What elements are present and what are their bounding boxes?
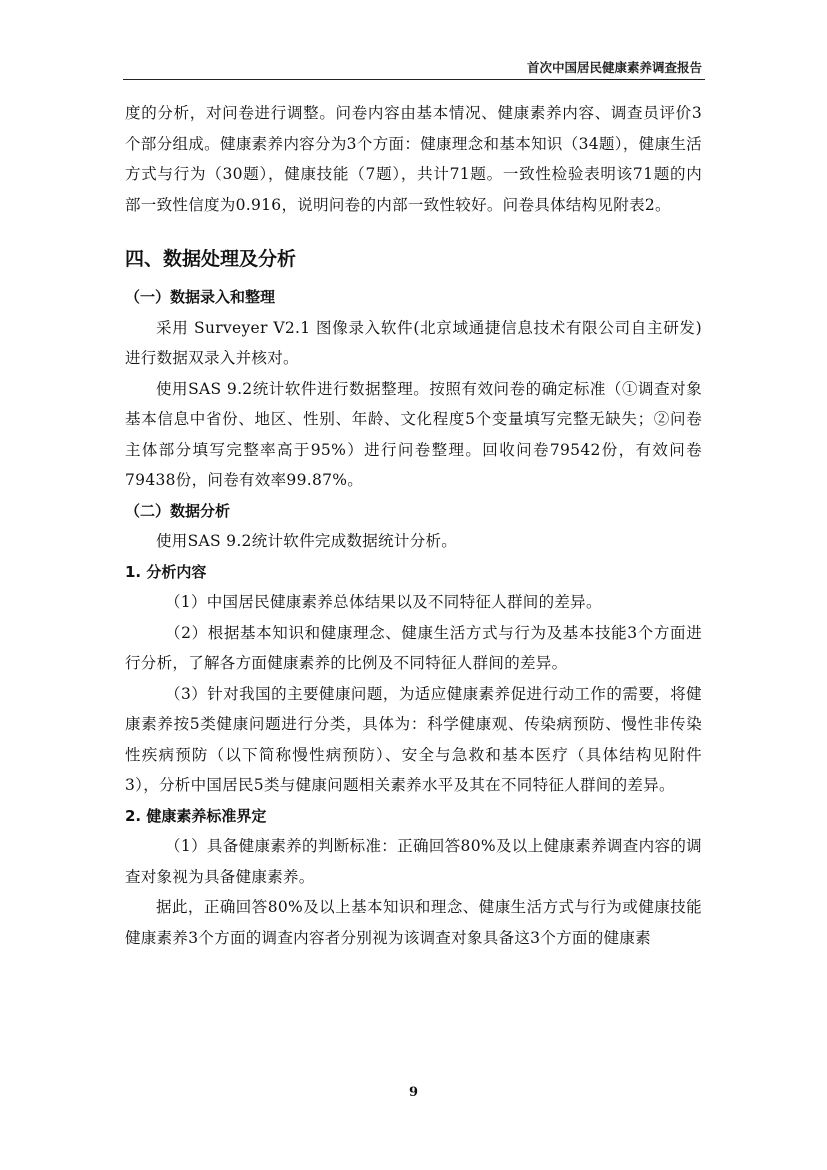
list-item-analysis-3: （3）针对我国的主要健康问题，为适应健康素养促进行动工作的需要，将健康素养按5类健康问题进行分类，具体为：科学健康观、传染病预防、慢性非传染性疾病预防（以下简称慢性病预防）、安全与急救和基本医疗（具体结构见附件3），分析中国居民5类与健康问题相关素养水平及其在不同特征人群间的差异。 (125, 684, 702, 794)
heading-analysis-content: 1. 分析内容 (125, 562, 207, 581)
paragraph-data-entry-software: 采用 Surveyer V2.1 图像录入软件(北京域通捷信息技术有限公司自主研发)进行数据双录入并核对。 (125, 318, 702, 367)
page-number: 9 (408, 1085, 419, 1100)
paragraph-criteria-definition: （1）具备健康素养的判断标准：正确回答80%及以上健康素养调查内容的调查对象视为具备健康素养。 (125, 837, 702, 886)
page-body (125, 98, 702, 953)
running-header: 首次中国居民健康素养调查报告 (526, 60, 702, 75)
section-heading-data-processing: 四、数据处理及分析 (125, 248, 297, 270)
header-rule (123, 79, 705, 80)
paragraph-analysis-software: 使用SAS 9.2统计软件完成数据统计分析。 (156, 532, 458, 550)
paragraph-data-cleaning: 使用SAS 9.2统计软件进行数据整理。按照有效问卷的确定标准（①调查对象基本信息中省份、地区、性别、年龄、文化程度5个变量填写完整无缺失；②问卷主体部分填写完整率高于95%）进行问卷整理。回收问卷79542份，有效问卷79438份，问卷有效率99.87%。 (125, 379, 702, 489)
paragraph-criteria-dimensions: 据此，正确回答80%及以上基本知识和理念、健康生活方式与行为或健康技能健康素养3个方面的调查内容者分别视为该调查对象具备这3个方面的健康素 (125, 898, 702, 947)
subsection-heading-data-entry: （一）数据录入和整理 (125, 288, 276, 306)
subsection-heading-data-analysis: （二）数据分析 (125, 501, 231, 520)
paragraph-questionnaire-structure: 度的分析，对问卷进行调整。问卷内容由基本情况、健康素养内容、调查员评价3个部分组成。健康素养内容分为3个方面：健康理念和基本知识（34题），健康生活方式与行为（30题），健康技能（7题），共计71题。一致性检验表明该71题的内部一致性信度为0.916，说明问卷的内部一致性较好。问卷具体结构见附表2。 (125, 104, 702, 214)
list-item-analysis-1: （1）中国居民健康素养总体结果以及不同特征人群间的差异。 (165, 593, 602, 611)
heading-literacy-criteria: 2. 健康素养标准界定 (125, 806, 267, 825)
list-item-analysis-2: （2）根据基本知识和健康理念、健康生活方式与行为及基本技能3个方面进行分析，了解各方面健康素养的比例及不同特征人群间的差异。 (125, 623, 702, 672)
